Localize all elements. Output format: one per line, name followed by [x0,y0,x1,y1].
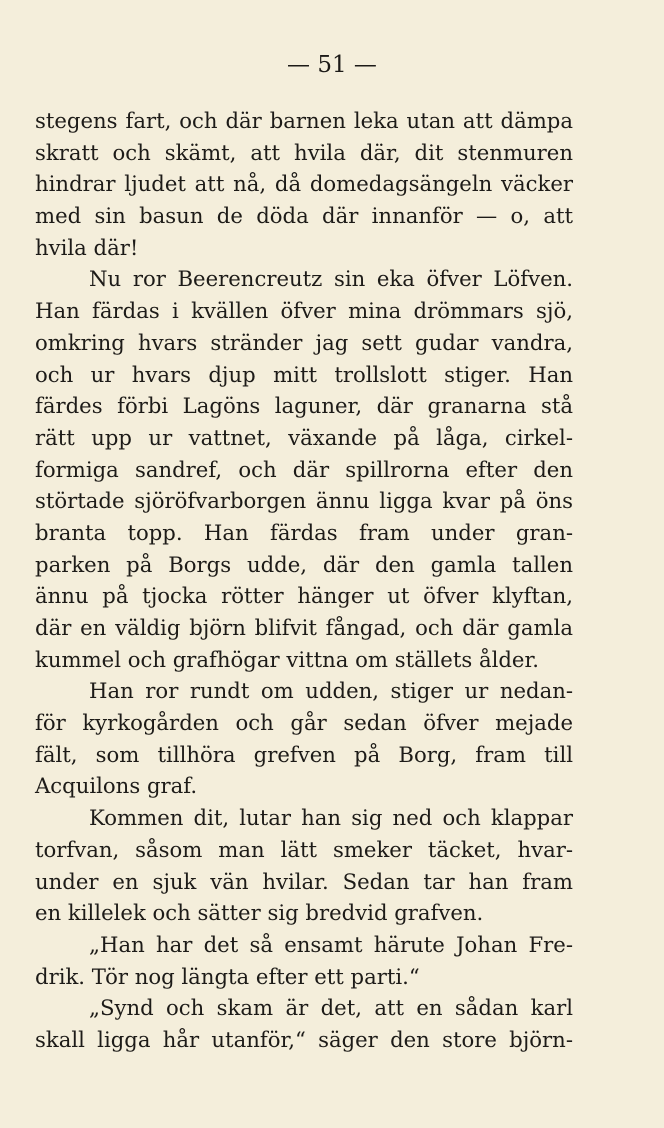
page-number: — 51 — [287,52,377,78]
text-line: torfvan, såsom man lätt smeker täcket, hvar- [35,836,573,862]
text-line: parken på Borgs udde, där den gamla tallen [35,551,573,577]
text-line: Kommen dit, lutar han sig ned och klappar [89,805,573,831]
text-line: rätt upp ur vattnet, växande på låga, cirkel- [35,424,573,450]
text-line: Han färdas i kvällen öfver mina drömmars sjö, [35,298,573,324]
text-line: „Synd och skam är det, att en sådan karl [89,995,573,1021]
text-line: stegens fart, och där barnen leka utan att dämpa [35,108,573,133]
text-line: formiga sandref, och där spillrorna efter den [35,456,573,482]
text-line: Nu ror Beerencreutz sin eka öfver Löfven. [89,266,573,292]
text-line: hindrar ljudet att nå, då domedagsängeln väcker [35,171,573,197]
text-line: för kyrkogården och går sedan öfver mejade [35,710,573,736]
text-line: Acquilons graf. [35,773,198,799]
text-line: omkring hvars stränder jag sett gudar vandra, [35,329,573,355]
text-line: och ur hvars djup mitt trollslott stiger. Han [35,361,573,387]
text-line: under en sjuk vän hvilar. Sedan tar han fram [35,868,573,894]
text-line: skratt och skämt, att hvila där, dit stenmuren [35,139,573,165]
text-line: „Han har det så ensamt härute Johan Fre- [89,931,573,957]
text-line: med sin basun de döda där innanför — o, att [35,203,573,229]
text-line: ännu på tjocka rötter hänger ut öfver klyftan, [35,583,573,609]
text-line: branta topp. Han färdas fram under gran- [35,519,573,545]
text-line: en killelek och sätter sig bredvid grafven. [35,900,484,926]
text-line: skall ligga hår utanför,“ säger den store björn- [35,1026,573,1052]
text-line: kummel och grafhögar vittna om ställets ålder. [35,646,539,672]
text-line: störtade sjöröfvarborgen ännu ligga kvar på öns [35,488,573,514]
text-line: hvila där! [35,234,139,260]
text-line: där en väldig björn blifvit fångad, och där gamla [35,615,573,640]
text-line: fält, som tillhöra grefven på Borg, fram till [35,741,573,767]
text-line: färdes förbi Lagöns laguner, där granarna stå [35,393,573,419]
text-line: drik. Tör nog längta efter ett parti.“ [35,963,420,989]
text-line: Han ror rundt om udden, stiger ur nedan- [89,678,573,704]
body-text [35,105,573,1056]
